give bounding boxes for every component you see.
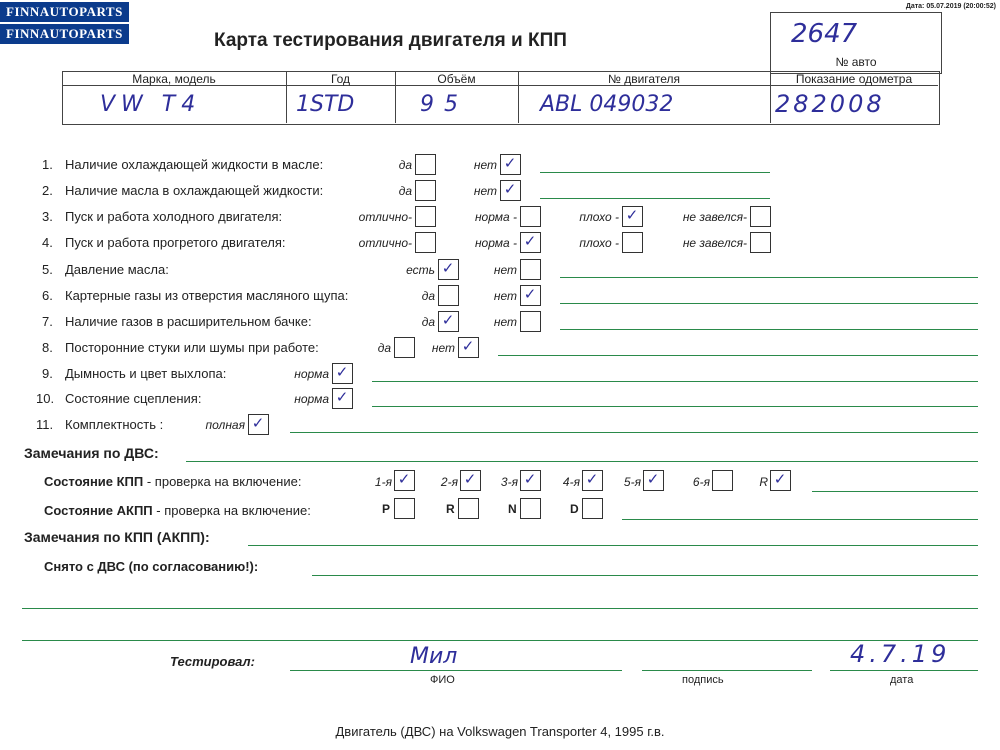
option-label: полная [205,418,245,432]
page-title: Карта тестирования двигателя и КПП [214,30,567,51]
option-label: плохо - [579,236,619,250]
option-label: да [398,158,412,172]
gear-label: 6-я [692,475,710,489]
option-label: норма - [474,236,517,250]
question-number: 10. [36,391,55,406]
tested-by-signature: Мил [410,644,458,669]
gear-check-mark: ✓ [463,470,477,488]
val-volume: 95 [420,92,468,117]
remarks-engine-line [186,461,978,462]
removed-label: Снято с ДВС (по согласованию!): [44,559,259,574]
auto-no-value: 2647 [791,19,858,49]
option-label: да [421,289,435,303]
answer-line [498,355,978,356]
check-mark: ✓ [335,363,349,381]
gear-label: 4-я [562,475,580,489]
akpp-checkbox[interactable] [582,498,603,519]
option-label: не завелся- [682,210,747,224]
gear-label: R [759,475,768,489]
col-year: Год [330,72,351,86]
question-number: 11. [36,417,54,432]
option-label: да [377,341,391,355]
akpp-position-label: D [570,502,579,516]
question-text: Давление масла: [65,262,169,277]
akpp-label-bold: Состояние АКПП [44,503,153,518]
kpp-line [812,491,978,492]
sign-line [642,670,812,671]
check-mark: ✓ [441,311,455,329]
logo-bottom: FINNAUTOPARTS [0,24,129,44]
option-label: норма - [474,210,517,224]
akpp-position-label: N [508,502,517,516]
sign-date: 4.7.19 [850,640,951,668]
question-text: Комплектность : [65,417,164,432]
option-label: есть [406,263,435,277]
option-checkbox[interactable] [520,259,541,280]
gear-label: 1-я [374,475,392,489]
remarks-kpp-line [248,545,978,546]
auto-no-box [770,12,942,74]
gear-check-mark: ✓ [773,470,787,488]
remarks-engine-label: Замечания по ДВС: [24,445,159,461]
answer-line [290,432,978,433]
remarks-kpp-label: Замечания по КПП (АКПП): [24,529,210,545]
check-mark: ✓ [503,154,517,172]
check-mark: ✓ [523,232,537,250]
akpp-checkbox[interactable] [458,498,479,519]
check-mark: ✓ [503,180,517,198]
check-mark: ✓ [441,259,455,277]
akpp-line [622,519,978,520]
option-label: да [421,315,435,329]
check-mark: ✓ [625,206,639,224]
extra-line-1 [22,608,978,609]
akpp-label-rest: - проверка на включение: [152,503,311,518]
question-number: 6. [42,288,53,303]
option-label: норма [294,392,329,406]
answer-line [372,381,978,382]
gear-check-mark: ✓ [585,470,599,488]
option-checkbox[interactable] [622,232,643,253]
gear-check-mark: ✓ [646,470,660,488]
question-number: 3. [42,209,53,224]
option-label: отлично- [358,210,412,224]
answer-line [560,277,978,278]
val-odometer: 282008 [775,90,885,118]
option-checkbox[interactable] [520,311,541,332]
question-text: Посторонние стуки или шумы при работе: [65,340,319,355]
option-label: не завелся- [682,236,747,250]
gear-label: 5-я [623,475,641,489]
col-odometer: Показание одометра [795,72,913,86]
option-label: нет [473,158,497,172]
question-number: 9. [42,366,53,381]
val-brand: VW T4 [100,92,202,117]
col-volume: Объём [437,72,476,86]
gear-check-mark: ✓ [397,470,411,488]
question-text: Наличие масла в охлаждающей жидкости: [65,183,324,198]
option-label: нет [431,341,455,355]
kpp-label-bold: Состояние КПП [44,474,144,489]
gear-label: 2-я [440,475,458,489]
col-engine-no: № двигателя [608,72,680,86]
sign-caption: подпись [682,674,724,686]
check-mark: ✓ [523,285,537,303]
tested-label: Тестировал: [170,654,255,669]
option-label: норма [294,367,329,381]
logo-top: FINNAUTOPARTS [0,2,129,22]
val-year: 1STD [296,92,355,117]
question-text: Пуск и работа холодного двигателя: [65,209,283,224]
removed-line [312,575,978,576]
col-brand: Марка, модель [132,72,216,86]
question-number: 5. [42,262,53,277]
extra-line-2 [22,640,978,641]
answer-line [540,198,770,199]
answer-line [372,406,978,407]
question-text: Дымность и цвет выхлопа: [65,366,227,381]
akpp-checkbox[interactable] [520,498,541,519]
fio-line [290,670,622,671]
answer-line [560,329,978,330]
question-text: Картерные газы из отверстия масляного щупа: [65,288,349,303]
gear-label: 3-я [500,475,518,489]
auto-no-label: № авто [835,55,877,69]
question-number: 1. [42,157,53,172]
question-text: Состояние сцепления: [65,391,202,406]
caption: Двигатель (ДВС) на Volkswagen Transporter 4, 1995 г.в. [335,724,665,739]
val-engine-no: ABL 049032 [540,92,674,117]
kpp-label [44,474,301,489]
option-checkbox[interactable] [750,206,771,227]
option-label: нет [493,289,517,303]
option-label: отлично- [358,236,412,250]
check-mark: ✓ [251,414,265,432]
question-number: 2. [42,183,53,198]
gear-check-mark: ✓ [523,470,537,488]
question-number: 4. [42,235,53,250]
akpp-label [44,503,311,518]
akpp-checkbox[interactable] [394,498,415,519]
option-label: нет [493,315,517,329]
check-mark: ✓ [335,388,349,406]
question-text: Наличие газов в расширительном бачке: [65,314,312,329]
option-label: плохо - [579,210,619,224]
date-caption: дата [890,674,914,686]
answer-line [560,303,978,304]
akpp-position-label: P [382,502,391,516]
date-stamp: Дата: 05.07.2019 (20:00:52) [905,3,996,10]
fio-caption: ФИО [430,674,455,686]
check-mark: ✓ [461,337,475,355]
answer-line [540,172,770,173]
kpp-label-rest: - проверка на включение: [143,474,302,489]
question-text: Пуск и работа прогретого двигателя: [65,235,286,250]
option-label: нет [493,263,517,277]
date-line [830,670,978,671]
question-text: Наличие охлаждающей жидкости в масле: [65,157,324,172]
option-checkbox[interactable] [750,232,771,253]
option-label: да [398,184,412,198]
akpp-position-label: R [446,502,455,516]
option-label: нет [473,184,497,198]
question-number: 7. [42,314,53,329]
question-number: 8. [42,340,53,355]
